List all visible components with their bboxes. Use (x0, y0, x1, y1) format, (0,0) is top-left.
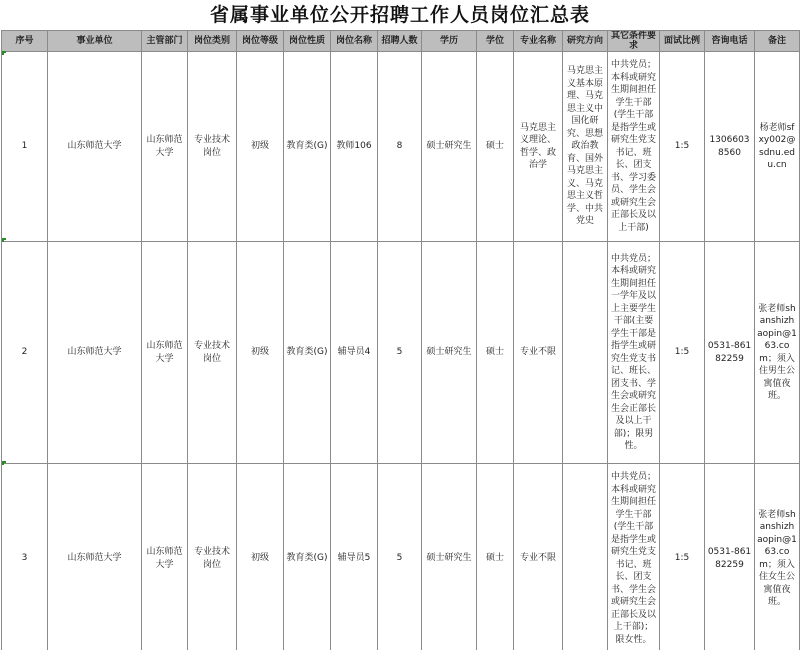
cell-seq: 2 (2, 242, 48, 464)
cell-major: 马克思主义理论、哲学、政治学 (514, 52, 563, 242)
header-category: 岗位类别 (188, 31, 237, 52)
cell-seq: 3 (2, 464, 48, 650)
positions-table (1, 30, 800, 650)
cell-name: 辅导员5 (331, 464, 378, 650)
cell-category: 专业技术岗位 (188, 52, 237, 242)
cell-research: 马克思主义基本原理、马克思主义中国化研究、思想政治教育、国外马克思主义、马克思主义哲学、中共党史 (563, 52, 608, 242)
cell-grade: 初级 (237, 464, 284, 650)
cell-grade: 初级 (237, 242, 284, 464)
header-count: 招聘人数 (378, 31, 422, 52)
header-dept: 主管部门 (142, 31, 188, 52)
cell-name: 教师106 (331, 52, 378, 242)
cell-unit: 山东师范大学 (48, 52, 142, 242)
header-degree: 学位 (477, 31, 514, 52)
cell-nature: 教育类(G) (284, 52, 331, 242)
cell-nature: 教育类(G) (284, 464, 331, 650)
header-remark: 备注 (755, 31, 800, 52)
cell-research (563, 464, 608, 650)
cell-education: 硕士研究生 (422, 464, 477, 650)
cell-degree: 硕士 (477, 52, 514, 242)
page-title: 省属事业单位公开招聘工作人员岗位汇总表 (209, 4, 590, 26)
cell-count: 8 (378, 52, 422, 242)
cell-dept: 山东师范大学 (142, 464, 188, 650)
cell-count: 5 (378, 242, 422, 464)
cell-category: 专业技术岗位 (188, 464, 237, 650)
cell-phone: 0531-86182259 (705, 242, 755, 464)
header-nature: 岗位性质 (284, 31, 331, 52)
cell-category: 专业技术岗位 (188, 242, 237, 464)
cell-unit: 山东师范大学 (48, 464, 142, 650)
cell-degree: 硕士 (477, 242, 514, 464)
header-ratio-label: 面试比例 (663, 36, 700, 46)
cell-ratio: 1:5 (660, 464, 705, 650)
cell-other: 中共党员；本科或研究生期间担任一学年及以上主要学生干部(主要学生干部是指学生或研究生党支书记、班长、团支书、学生会或研究生会正部长及以上干部)；限男性。 (608, 242, 660, 464)
cell-major: 专业不限 (514, 242, 563, 464)
cell-unit: 山东师范大学 (48, 242, 142, 464)
cell-name: 辅导员4 (331, 242, 378, 464)
table-row (2, 242, 800, 464)
cell-remark: 张老师shanshizhaopin@163.com；须入住女生公寓值夜班。 (755, 464, 800, 650)
cell-research (563, 242, 608, 464)
table-row (2, 52, 800, 242)
cell-ratio: 1:5 (660, 52, 705, 242)
cell-dept: 山东师范大学 (142, 52, 188, 242)
header-name: 岗位名称 (331, 31, 378, 52)
header-other (608, 31, 660, 52)
cell-marker-icon (2, 51, 6, 55)
cell-nature: 教育类(G) (284, 242, 331, 464)
cell-remark: 张老师shanshizhaopin@163.com；须入住男生公寓值夜班。 (755, 242, 800, 464)
cell-other: 中共党员；本科或研究生期间担任学生干部(学生干部是指学生或研究生党支书记、班长、团支书、学习委员、学生会或研究生会正部长及以上干部) (608, 52, 660, 242)
cell-other: 中共党员；本科或研究生期间担任学生干部(学生干部是指学生或研究生党支书记、班长、团支书、学生会或研究生会正部长及以上干部)；限女性。 (608, 464, 660, 650)
table-header-row (2, 31, 800, 52)
cell-marker-icon (2, 461, 6, 465)
cell-ratio: 1:5 (660, 242, 705, 464)
cell-phone: 0531-86182259 (705, 464, 755, 650)
cell-grade: 初级 (237, 52, 284, 242)
table-row (2, 464, 800, 650)
cell-education: 硕士研究生 (422, 52, 477, 242)
cell-major: 专业不限 (514, 464, 563, 650)
header-seq: 序号 (2, 31, 48, 52)
cell-dept: 山东师范大学 (142, 242, 188, 464)
cell-remark: 杨老师sfxy002@sdnu.edu.cn (755, 52, 800, 242)
header-phone: 咨询电话 (705, 31, 755, 52)
cell-education: 硕士研究生 (422, 242, 477, 464)
header-grade: 岗位等级 (237, 31, 284, 52)
header-other-label: 其它条件要求 (610, 31, 656, 51)
header-major: 专业名称 (514, 31, 563, 52)
cell-count: 5 (378, 464, 422, 650)
header-unit: 事业单位 (48, 31, 142, 52)
header-research: 研究方向 (563, 31, 608, 52)
cell-phone: 13066038560 (705, 52, 755, 242)
header-ratio (660, 31, 705, 52)
header-education: 学历 (422, 31, 477, 52)
cell-degree: 硕士 (477, 464, 514, 650)
cell-seq: 1 (2, 52, 48, 242)
cell-marker-icon (2, 238, 6, 242)
